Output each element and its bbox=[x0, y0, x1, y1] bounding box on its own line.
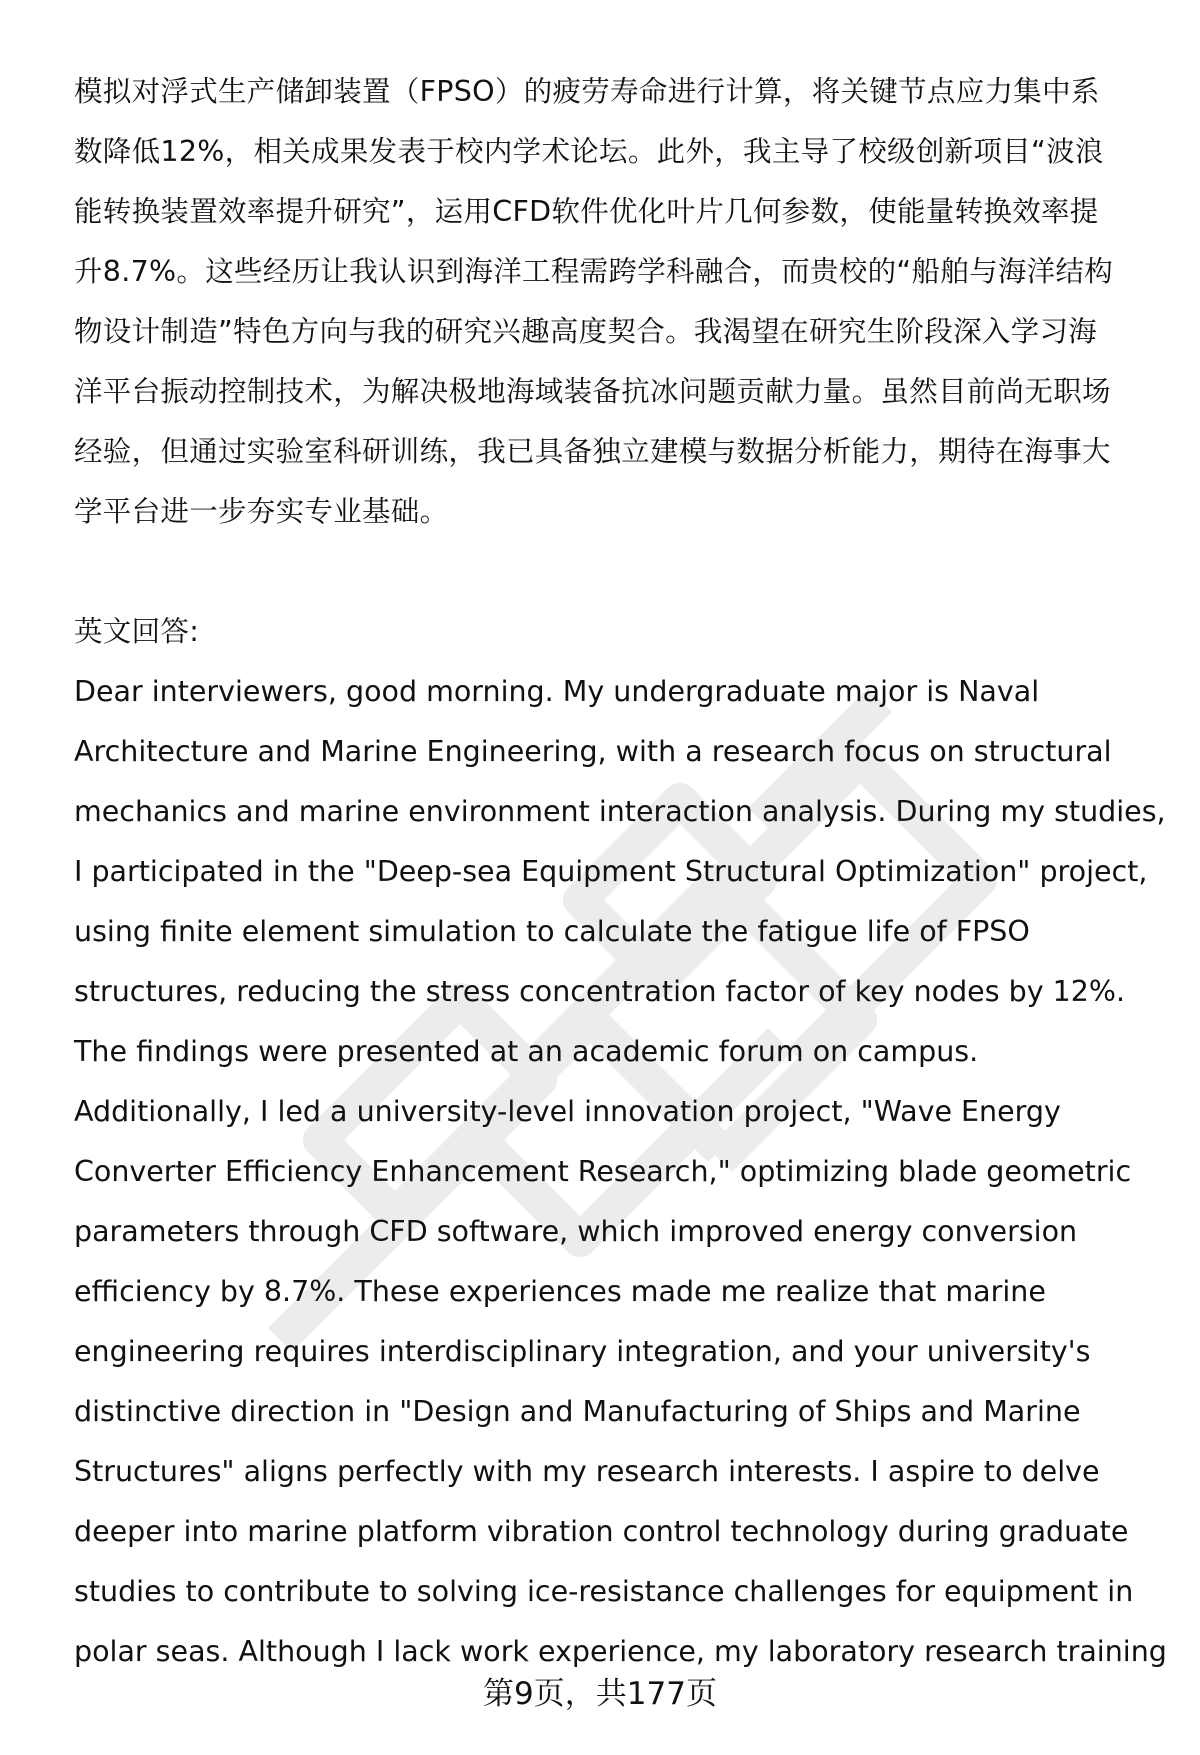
en-line: mechanics and marine environment interaction analysis. During my studies, bbox=[74, 795, 1166, 828]
en-line: using finite element simulation to calculate the fatigue life of FPSO bbox=[74, 915, 1030, 948]
en-line: distinctive direction in "Design and Manufacturing of Ships and Marine bbox=[74, 1395, 1081, 1428]
en-line: parameters through CFD software, which improved energy conversion bbox=[74, 1215, 1078, 1248]
en-line: Structures" aligns perfectly with my research interests. I aspire to delve bbox=[74, 1455, 1100, 1488]
en-line: The findings were presented at an academic forum on campus. bbox=[74, 1035, 979, 1068]
english-paragraph bbox=[74, 662, 1167, 1682]
en-line: polar seas. Although I lack work experience, my laboratory research training bbox=[74, 1635, 1167, 1668]
chinese-paragraph bbox=[74, 62, 1154, 542]
page-number-footer: 第9页，共177页 bbox=[483, 1676, 717, 1712]
en-line: I participated in the "Deep-sea Equipment Structural Optimization" project, bbox=[74, 855, 1148, 888]
paragraph-gap bbox=[74, 542, 1154, 602]
en-line: studies to contribute to solving ice-resistance challenges for equipment in bbox=[74, 1575, 1134, 1608]
en-line: Converter Efficiency Enhancement Research," optimizing blade geometric bbox=[74, 1155, 1132, 1188]
section-heading: 英文回答: bbox=[74, 615, 200, 648]
en-line: structures, reducing the stress concentration factor of key nodes by 12%. bbox=[74, 975, 1126, 1008]
zh-line: 模拟对浮式生产储卸装置（FPSO）的疲劳寿命进行计算，将关键节点应力集中系 bbox=[74, 75, 1100, 108]
en-line: efficiency by 8.7%. These experiences made me realize that marine bbox=[74, 1275, 1046, 1308]
zh-line: 数降低12%，相关成果发表于校内学术论坛。此外，我主导了校级创新项目“波浪 bbox=[74, 135, 1104, 168]
en-line: engineering requires interdisciplinary integration, and your university's bbox=[74, 1335, 1091, 1368]
en-line: Dear interviewers, good morning. My undergraduate major is Naval bbox=[74, 675, 1040, 708]
zh-line: 洋平台振动控制技术，为解决极地海域装备抗冰问题贡献力量。虽然目前尚无职场 bbox=[74, 375, 1111, 408]
zh-line: 物设计制造”特色方向与我的研究兴趣高度契合。我渴望在研究生阶段深入学习海 bbox=[74, 315, 1098, 348]
en-line: Additionally, I led a university-level innovation project, "Wave Energy bbox=[74, 1095, 1061, 1128]
zh-line: 升8.7%。这些经历让我认识到海洋工程需跨学科融合，而贵校的“船舶与海洋结构 bbox=[74, 255, 1114, 288]
zh-line: 能转换装置效率提升研究”，运用CFD软件优化叶片几何参数，使能量转换效率提 bbox=[74, 195, 1099, 228]
zh-line: 学平台进一步夯实专业基础。 bbox=[74, 495, 449, 528]
document-body bbox=[74, 62, 1167, 1682]
en-line: deeper into marine platform vibration control technology during graduate bbox=[74, 1515, 1129, 1548]
en-line: Architecture and Marine Engineering, with a research focus on structural bbox=[74, 735, 1112, 768]
zh-line: 经验，但通过实验室科研训练，我已具备独立建模与数据分析能力，期待在海事大 bbox=[74, 435, 1111, 468]
